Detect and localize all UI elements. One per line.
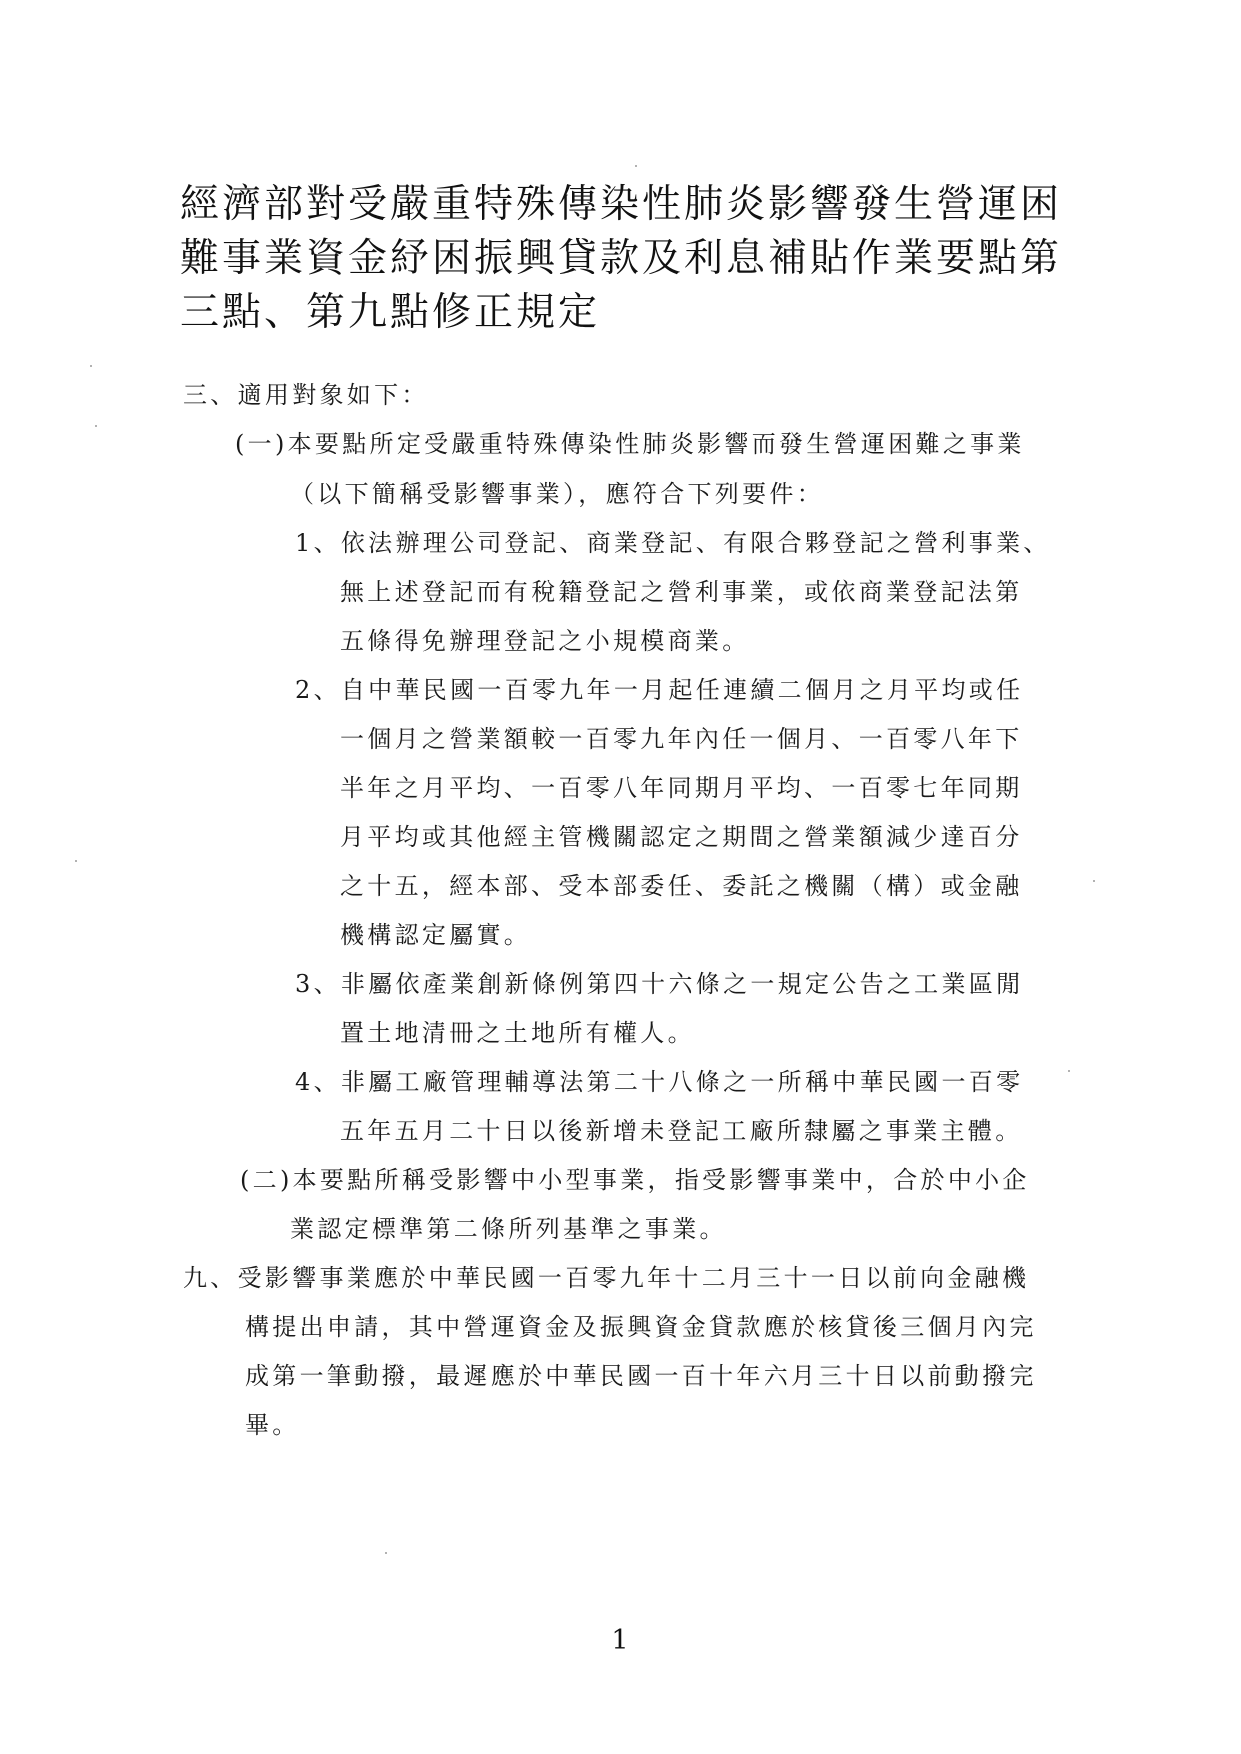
scan-speck: [385, 1552, 387, 1554]
item-3-text: 3、非屬依產業創新條例第四十六條之一規定公告之工業區閒: [295, 970, 1024, 998]
article-9-text: 畢。: [245, 1411, 300, 1439]
scan-speck: [635, 165, 637, 167]
clause-2-text: 業認定標準第二條所列基準之事業。: [290, 1215, 727, 1243]
item-2-text: 2、自中華民國一百零九年一月起任連續二個月之月平均或任: [295, 676, 1024, 704]
article-9-text: 成第一筆動撥，最遲應於中華民國一百十年六月三十日以前動撥完: [245, 1362, 1037, 1390]
document-title: 經濟部對受嚴重特殊傳染性肺炎影響發生營運困難事業資金紓困振興貸款及利息補貼作業要點第三點、第九點修正規定: [180, 182, 1063, 335]
item-1-text: 1、依法辦理公司登記、商業登記、有限合夥登記之營利事業、: [295, 529, 1051, 557]
item-2-text: 機構認定屬實。: [340, 921, 532, 949]
item-2-text: 月平均或其他經主管機關認定之期間之營業額減少達百分: [340, 823, 1023, 851]
scan-speck: [75, 860, 77, 862]
clause-1-text: (一)本要點所定受嚴重特殊傳染性肺炎影響而發生營運困難之事業: [235, 430, 1025, 458]
item-2-text: 之十五，經本部、受本部委任、委託之機關（構）或金融: [340, 872, 1023, 900]
clause-2-text: (二)本要點所稱受影響中小型事業，指受影響事業中，合於中小企: [240, 1166, 1030, 1194]
item-4-text: 4、非屬工廠管理輔導法第二十八條之一所稱中華民國一百零: [295, 1068, 1024, 1096]
scan-speck: [1093, 880, 1095, 882]
scan-speck: [1068, 1070, 1070, 1072]
item-1-text: 五條得免辦理登記之小規模商業。: [340, 627, 750, 655]
article-9-text: 九、受影響事業應於中華民國一百零九年十二月三十一日以前向金融機: [183, 1264, 1030, 1292]
item-2-text: 一個月之營業額較一百零九年內任一個月、一百零八年下: [340, 725, 1023, 753]
article-3-heading: 三、適用對象如下：: [183, 381, 429, 409]
item-3-text: 置土地清冊之土地所有權人。: [340, 1019, 695, 1047]
scan-speck: [90, 365, 92, 367]
item-1-text: 無上述登記而有稅籍登記之營利事業，或依商業登記法第: [340, 578, 1023, 606]
clause-1-text: （以下簡稱受影響事業），應符合下列要件：: [290, 480, 824, 508]
item-2-text: 半年之月平均、一百零八年同期月平均、一百零七年同期: [340, 774, 1023, 802]
article-9-text: 構提出申請，其中營運資金及振興資金貸款應於核貸後三個月內完: [245, 1313, 1037, 1341]
scan-speck: [95, 425, 97, 427]
page-number: 1: [611, 1625, 629, 1656]
item-4-text: 五年五月二十日以後新增未登記工廠所隸屬之事業主體。: [340, 1117, 1023, 1145]
